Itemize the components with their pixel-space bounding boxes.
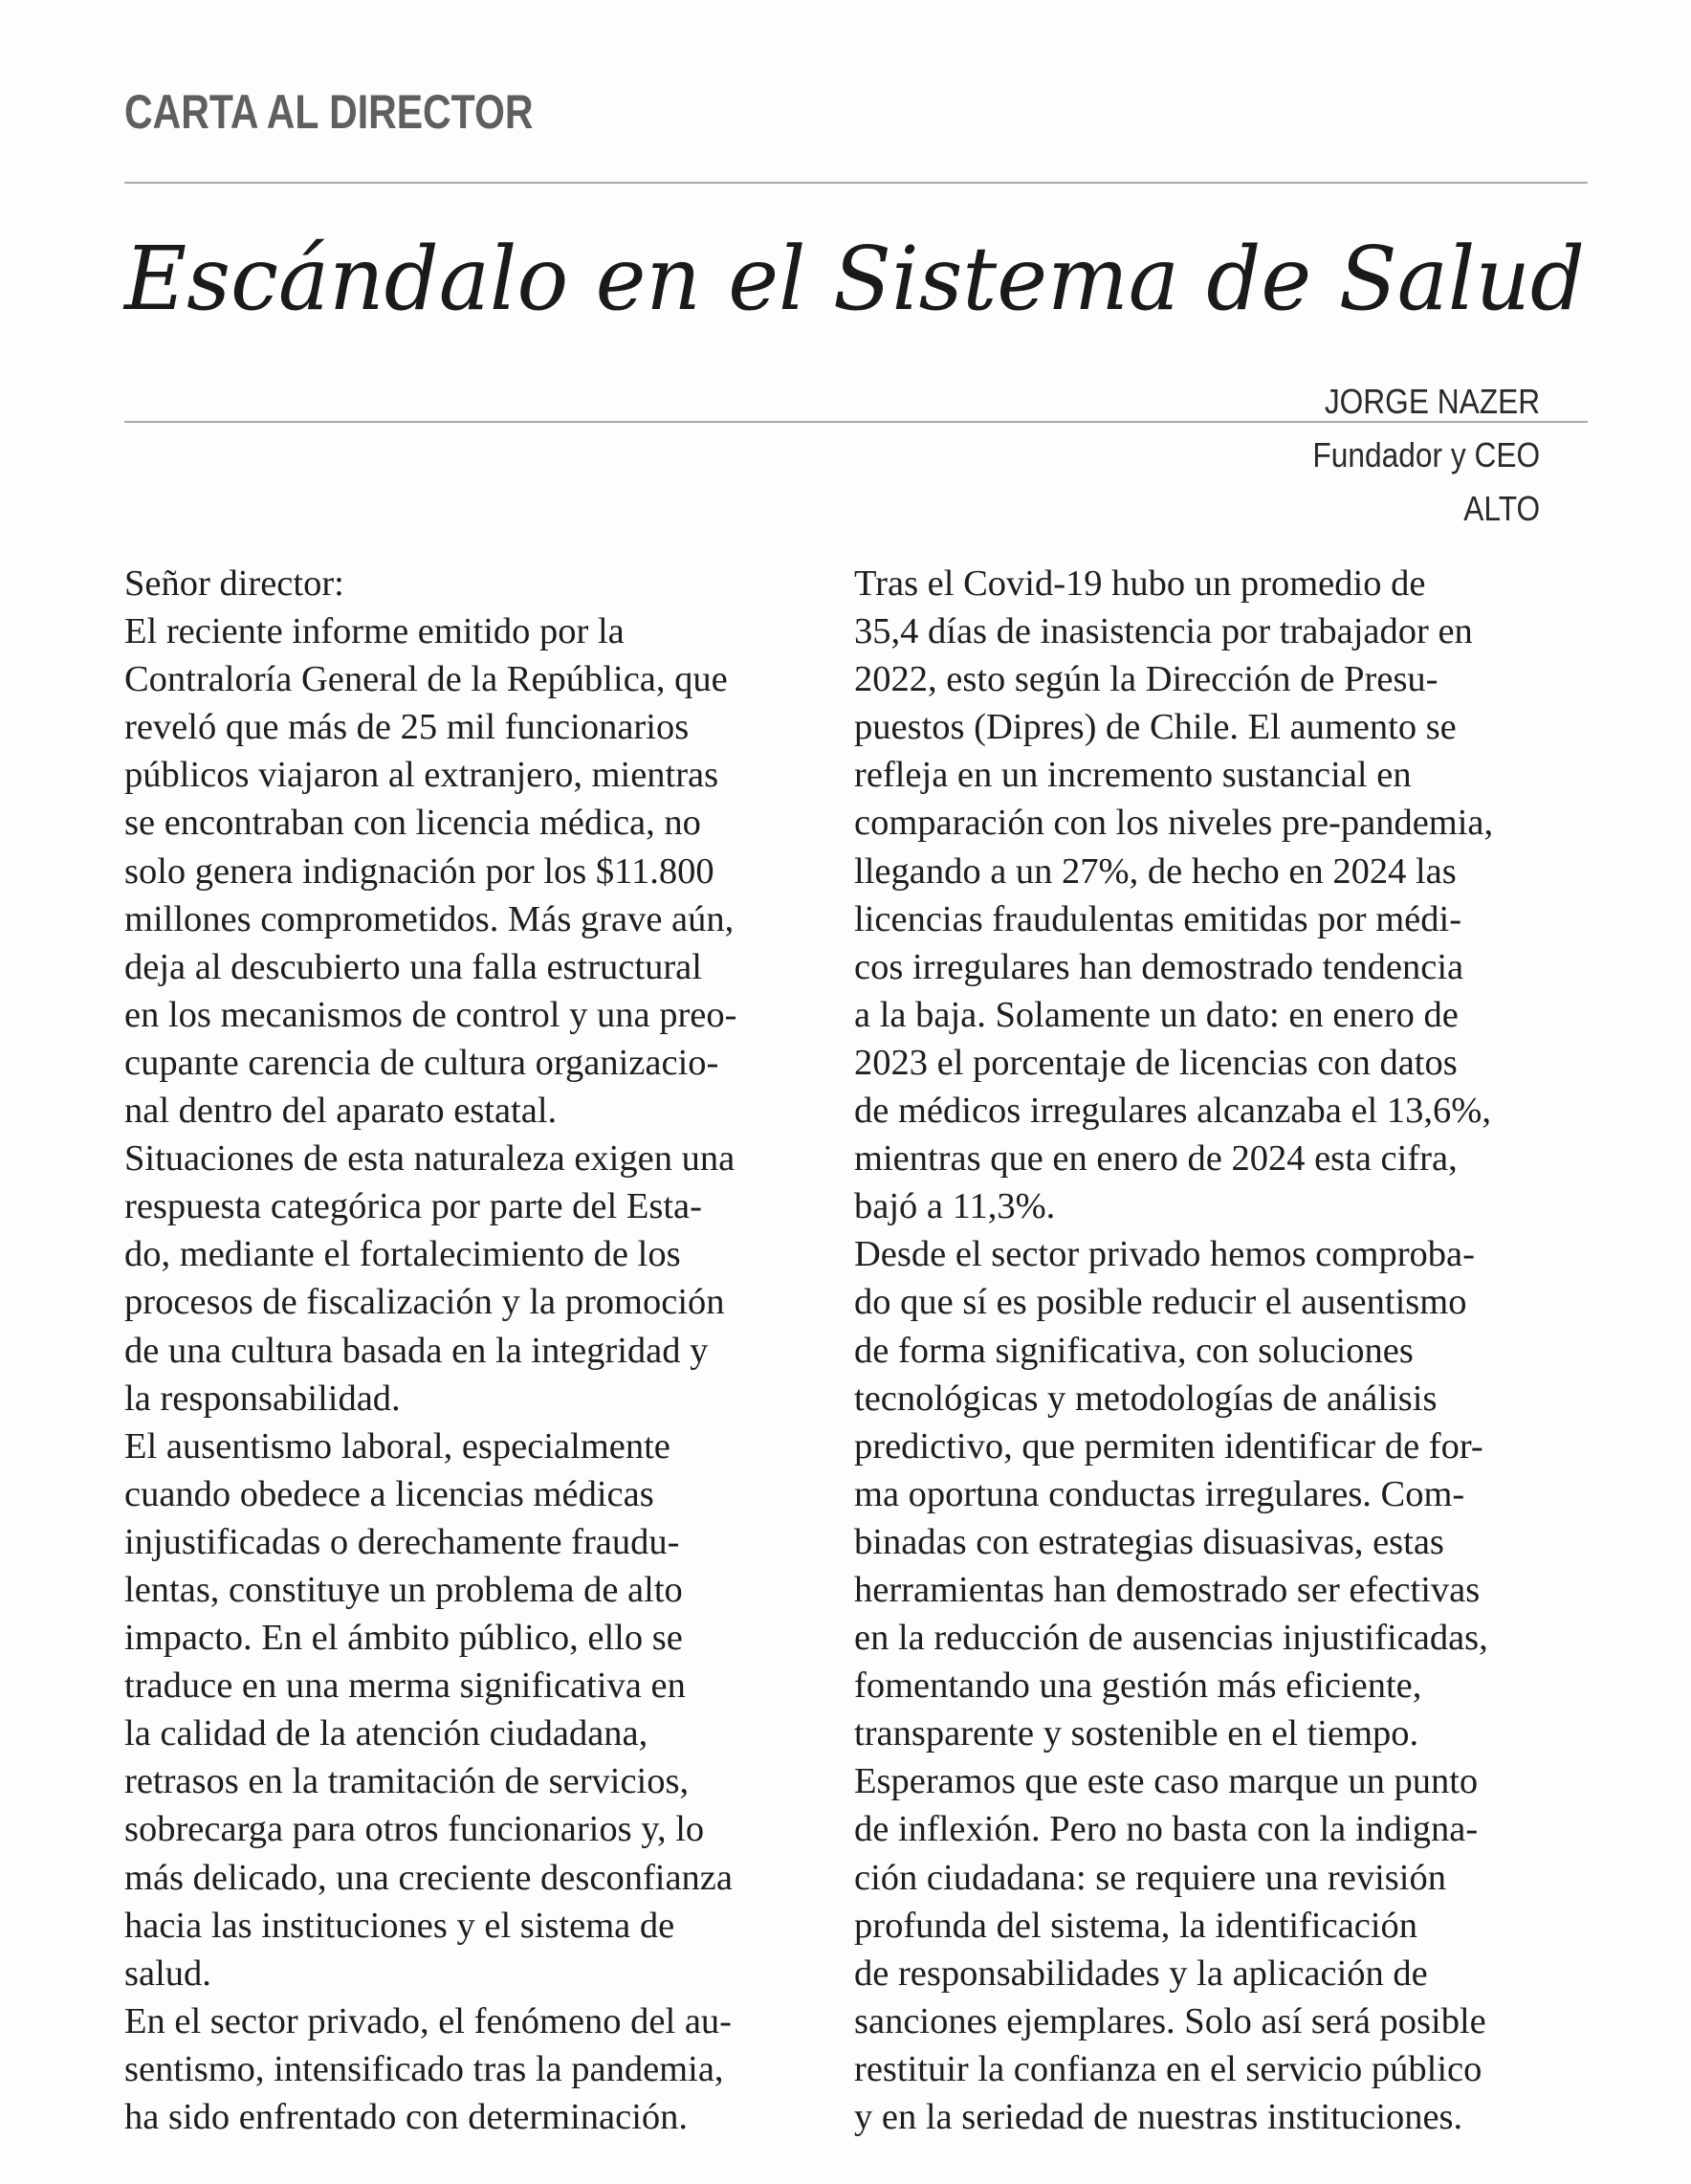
article-line: la calidad de la atención ciudadana,	[124, 1713, 648, 1754]
article-line: injustificadas o derechamente fraudu-	[124, 1521, 680, 1562]
article-line: cupante carencia de cultura organizacio-	[124, 1042, 719, 1083]
article-line: millones comprometidos. Más grave aún,	[124, 898, 735, 939]
article-line: refleja en un incremento sustancial en	[854, 755, 1412, 796]
article-line: do que sí es posible reducir el ausentismo	[854, 1282, 1467, 1323]
author-name: JORGE NAZER	[1324, 382, 1540, 421]
article-line: binadas con estrategias disuasivas, estas	[854, 1521, 1444, 1562]
article-line: solo genera indignación por los $11.800	[124, 850, 714, 892]
article-line: bajó a 11,3%.	[854, 1186, 1056, 1227]
article-line: ha sido enfrentado con determinación.	[124, 2097, 689, 2137]
article-line: hacia las instituciones y el sistema de	[124, 1905, 675, 1946]
article-line: comparación con los niveles pre-pandemia,	[854, 803, 1494, 844]
article-line: Situaciones de esta naturaleza exigen una	[124, 1138, 736, 1180]
author-company: ALTO	[1463, 489, 1540, 528]
article-line: ma oportuna conductas irregulares. Com-	[854, 1473, 1465, 1514]
article-line: reveló que más de 25 mil funcionarios	[124, 707, 690, 748]
article-line: ción ciudadana: se requiere una revisión	[854, 1857, 1446, 1898]
article-line: 35,4 días de inasistencia por trabajador en	[854, 611, 1473, 652]
article-line: nal dentro del aparato estatal.	[124, 1091, 558, 1132]
article-line: lentas, constituye un problema de alto	[124, 1569, 683, 1610]
article-line: públicos viajaron al extranjero, mientras	[124, 755, 719, 796]
article-line: do, mediante el fortalecimiento de los	[124, 1234, 681, 1275]
article-line: mientras que en enero de 2024 esta cifra,	[854, 1138, 1458, 1180]
article-line: a la baja. Solamente un dato: en enero de	[854, 994, 1459, 1035]
headline: Escándalo en el Sistema de Salud	[124, 228, 1586, 330]
article-line: retrasos en la tramitación de servicios,	[124, 1761, 690, 1802]
article-line: transparente y sostenible en el tiempo.	[854, 1713, 1419, 1754]
article-line: de forma significativa, con soluciones	[854, 1330, 1414, 1371]
author-role: Fundador y CEO	[1312, 435, 1540, 474]
article-line: procesos de fiscalización y la promoción	[124, 1282, 725, 1323]
article-line: El reciente informe emitido por la	[124, 611, 625, 652]
article-line: de médicos irregulares alcanzaba el 13,6%,	[854, 1091, 1491, 1132]
article-line: 2022, esto según la Dirección de Presu-	[854, 659, 1438, 700]
article-line: de una cultura basada en la integridad y	[124, 1330, 709, 1371]
article-line: sanciones ejemplares. Solo así será posible	[854, 2000, 1486, 2041]
article-line: la responsabilidad.	[124, 1378, 401, 1419]
section-label: CARTA AL DIRECTOR	[124, 85, 534, 139]
article-line: 2023 el porcentaje de licencias con datos	[854, 1042, 1458, 1083]
article-line: cos irregulares han demostrado tendencia	[854, 946, 1464, 987]
article-line: profunda del sistema, la identificación	[854, 1905, 1418, 1946]
article-line: de inflexión. Pero no basta con la indigna-	[854, 1809, 1479, 1850]
article-line: deja al descubierto una falla estructural	[124, 946, 702, 987]
byline	[1282, 375, 1540, 536]
article-line: El ausentismo laboral, especialmente	[124, 1425, 670, 1467]
article-line: Tras el Covid-19 hubo un promedio de	[854, 563, 1426, 604]
article-line: Esperamos que este caso marque un punto	[854, 1761, 1479, 1802]
article-line: restituir la confianza en el servicio público	[854, 2048, 1482, 2089]
article-line: fomentando una gestión más eficiente,	[854, 1666, 1422, 1707]
article-column-right	[854, 560, 1493, 2141]
article-line: y en la seriedad de nuestras instituciones.	[854, 2097, 1463, 2137]
article-line: sentismo, intensificado tras la pandemia,	[124, 2048, 724, 2089]
article-line: sobrecarga para otros funcionarios y, lo	[124, 1809, 705, 1850]
article-line: de responsabilidades y la aplicación de	[854, 1952, 1428, 1994]
article-line: puestos (Dipres) de Chile. El aumento se	[854, 707, 1457, 748]
article-line: respuesta categórica por parte del Esta-	[124, 1186, 702, 1227]
top-divider	[124, 182, 1588, 184]
article-line: más delicado, una creciente desconfianza	[124, 1857, 733, 1898]
article-line: impacto. En el ámbito público, ello se	[124, 1618, 683, 1659]
article-line: Desde el sector privado hemos comproba-	[854, 1234, 1475, 1275]
article-line: en los mecanismos de control y una preo-	[124, 994, 737, 1035]
article-line: traduce en una merma significativa en	[124, 1666, 686, 1707]
article-line: cuando obedece a licencias médicas	[124, 1473, 654, 1514]
article-line: Contraloría General de la República, que	[124, 659, 728, 700]
article-line: tecnológicas y metodologías de análisis	[854, 1378, 1438, 1419]
article-line: llegando a un 27%, de hecho en 2024 las	[854, 850, 1457, 892]
article-column-left	[124, 560, 736, 2141]
article-line: predictivo, que permiten identificar de for-	[854, 1425, 1483, 1467]
article-line: herramientas han demostrado ser efectivas	[854, 1569, 1481, 1610]
article-line: se encontraban con licencia médica, no	[124, 803, 701, 844]
article-line: en la reducción de ausencias injustificadas,	[854, 1618, 1488, 1659]
article-line: En el sector privado, el fenómeno del au-	[124, 2000, 733, 2041]
article-line: salud.	[124, 1952, 211, 1994]
article-line: licencias fraudulentas emitidas por médi-	[854, 898, 1462, 939]
article-line: Señor director:	[124, 563, 344, 604]
